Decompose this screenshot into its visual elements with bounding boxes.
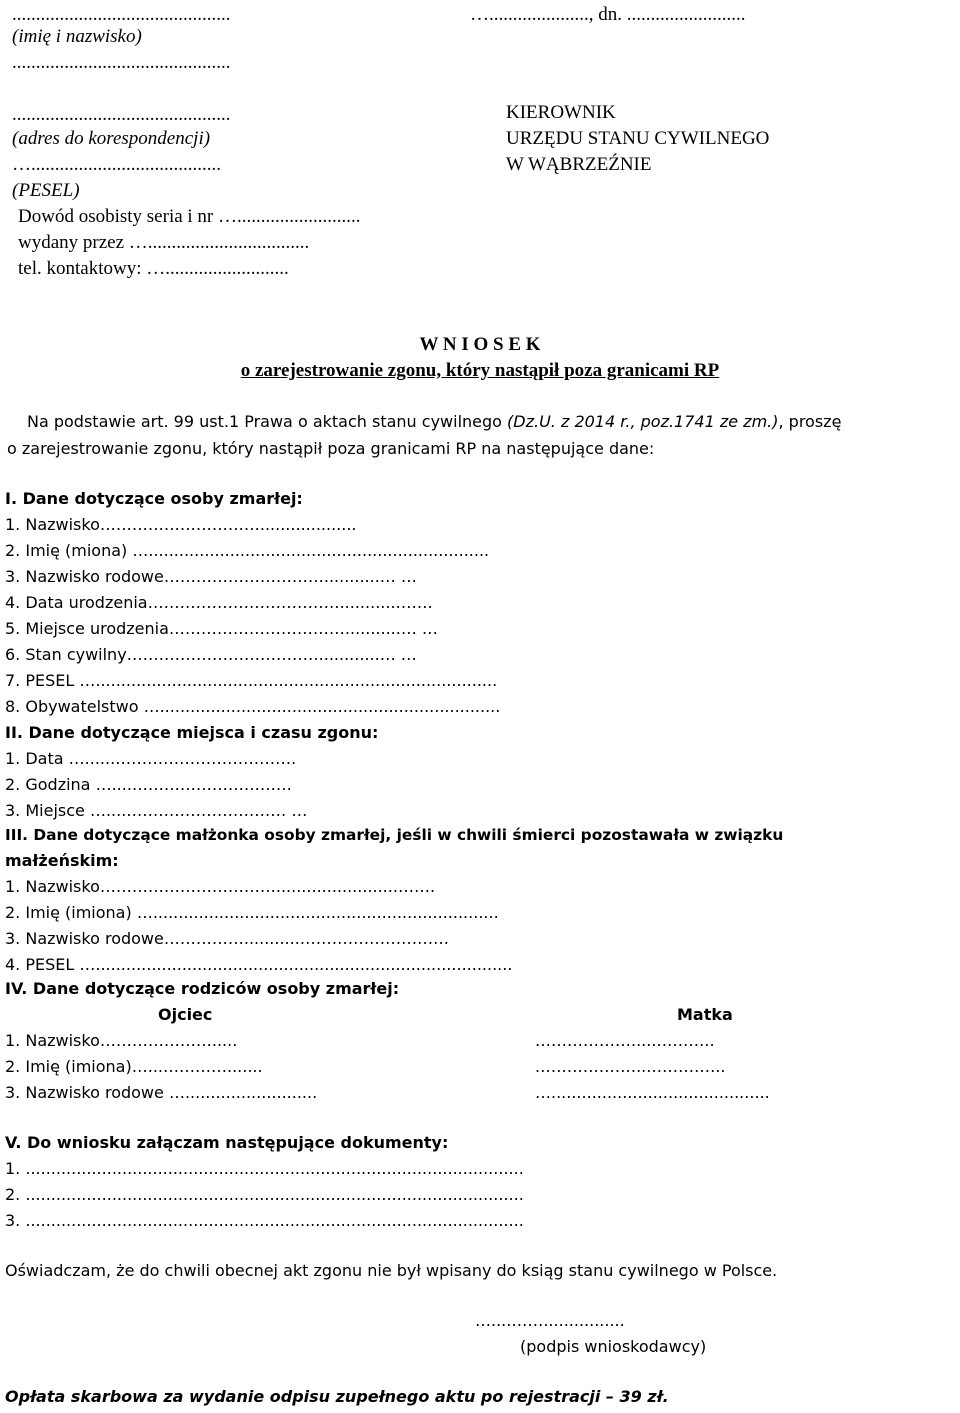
- addressee-line-1: KIEROWNIK: [506, 102, 616, 123]
- attachment-2-field: 2. ..................................................................................................: [5, 1185, 524, 1204]
- place-date-field: …....................., dn. .........................: [470, 4, 746, 25]
- deceased-maiden-name-field: 3. Nazwisko rodowe…………………………...........… …: [5, 567, 417, 586]
- section-3-heading: III. Dane dotyczące małżonka osoby zmarłej, jeśli w chwili śmierci pozostawała w związku: [5, 826, 784, 844]
- deceased-marital-status-field: 6. Stan cywilny………………………………............… …: [5, 645, 417, 664]
- spouse-pesel-field: 4. PESEL …..................................................................................: [5, 955, 513, 974]
- fee-note: Opłata skarbowa za wydanie odpisu zupełnego aktu po rejestracji – 39 zł.: [5, 1387, 669, 1406]
- addressee-line-3: W WĄBRZEŹNIE: [506, 154, 652, 175]
- father-maiden-name-field: 3. Nazwisko rodowe …..........................: [5, 1083, 318, 1102]
- intro-text: Na podstawie art. 99 ust.1 Prawa o aktach stanu cywilnego: [27, 412, 508, 431]
- address-caption: (adres do korespondencji): [12, 128, 211, 149]
- mother-surname-field: ……………….....………..: [535, 1031, 715, 1050]
- id-card-field: Dowód osobisty seria i nr …..........................: [18, 206, 361, 227]
- mother-first-name-field: .………………...…………..: [535, 1057, 726, 1076]
- pesel-dots: …........................................: [12, 154, 221, 175]
- deceased-first-name-field: 2. Imię (miona) …...................................................................: [5, 541, 490, 560]
- intro-line-2: o zarejestrowanie zgonu, który nastąpił poza granicami RP na następujące dane:: [7, 439, 655, 458]
- spouse-surname-field: 1. Nazwisko……………………………........................…….: [5, 877, 436, 896]
- declaration-statement: Oświadczam, że do chwili obecnej akt zgonu nie był wpisany do ksiąg stanu cywilnego w Polsce.: [5, 1261, 778, 1280]
- mother-maiden-name-field: …...........................................: [535, 1083, 770, 1102]
- spouse-maiden-name-field: 3. Nazwisko rodowe……………...........……………………….: [5, 929, 449, 948]
- address-dots: ..............................................: [12, 104, 231, 125]
- pesel-caption: (PESEL): [12, 180, 80, 201]
- attachment-1-field: 1. ..................................................................................................: [5, 1159, 524, 1178]
- father-first-name-field: 2. Imię (imiona)…...………….......: [5, 1057, 263, 1076]
- deceased-pesel-field: 7. PESEL …...............................................................................: [5, 671, 498, 690]
- deceased-birth-date-field: 4. Data urodzenia………………………………...........…….: [5, 593, 433, 612]
- document-title: W N I O S E K: [419, 334, 541, 355]
- deceased-birth-place-field: 5. Miejsce urodzenia……………………………...........… …: [5, 619, 438, 638]
- name-caption: (imię i nazwisko): [12, 26, 142, 47]
- intro-text-end: , proszę: [778, 412, 842, 431]
- section-3-heading-cont: małżeńskim:: [5, 851, 119, 870]
- mother-column-header: Matka: [677, 1005, 733, 1024]
- name-dots: ..............................................: [12, 4, 231, 25]
- document-subtitle: o zarejestrowanie zgonu, który nastąpił poza granicami RP: [240, 360, 720, 381]
- issued-by-field: wydany przez …..................................: [18, 232, 310, 253]
- death-time-field: 2. Godzina …....…………………………: [5, 775, 292, 794]
- father-surname-field: 1. Nazwisko………………….....: [5, 1031, 238, 1050]
- signature-caption: (podpis wnioskodawcy): [520, 1337, 707, 1356]
- section-4-heading: IV. Dane dotyczące rodziców osoby zmarłej:: [5, 979, 400, 998]
- addressee-line-2: URZĘDU STANU CYWILNEGO: [506, 128, 770, 149]
- deceased-surname-field: 1. Nazwisko…………………………...................: [5, 515, 357, 534]
- name-dots-2: ..............................................: [12, 52, 231, 73]
- spouse-first-name-field: 2. Imię (imiona) …....................................................................: [5, 903, 499, 922]
- section-5-heading: V. Do wniosku załączam następujące dokumenty:: [5, 1133, 449, 1152]
- deceased-citizenship-field: 8. Obywatelstwo …...................................................................: [5, 697, 501, 716]
- legal-citation: (Dz.U. z 2014 r., poz.1741 ze zm.): [507, 412, 779, 431]
- intro-line-1: [27, 409, 841, 435]
- phone-field: tel. kontaktowy: …..........................: [18, 258, 289, 279]
- father-column-header: Ojciec: [158, 1005, 213, 1024]
- section-1-heading: I. Dane dotyczące osoby zmarłej:: [5, 489, 303, 508]
- death-date-field: 1. Data …......…………………………….: [5, 749, 297, 768]
- section-2-heading: II. Dane dotyczące miejsca i czasu zgonu:: [5, 723, 379, 742]
- signature-dots: …....……................: [475, 1311, 625, 1330]
- attachment-3-field: 3. ..................................................................................................: [5, 1211, 524, 1230]
- death-place-field: 3. Miejsce …....………………………… …: [5, 801, 308, 820]
